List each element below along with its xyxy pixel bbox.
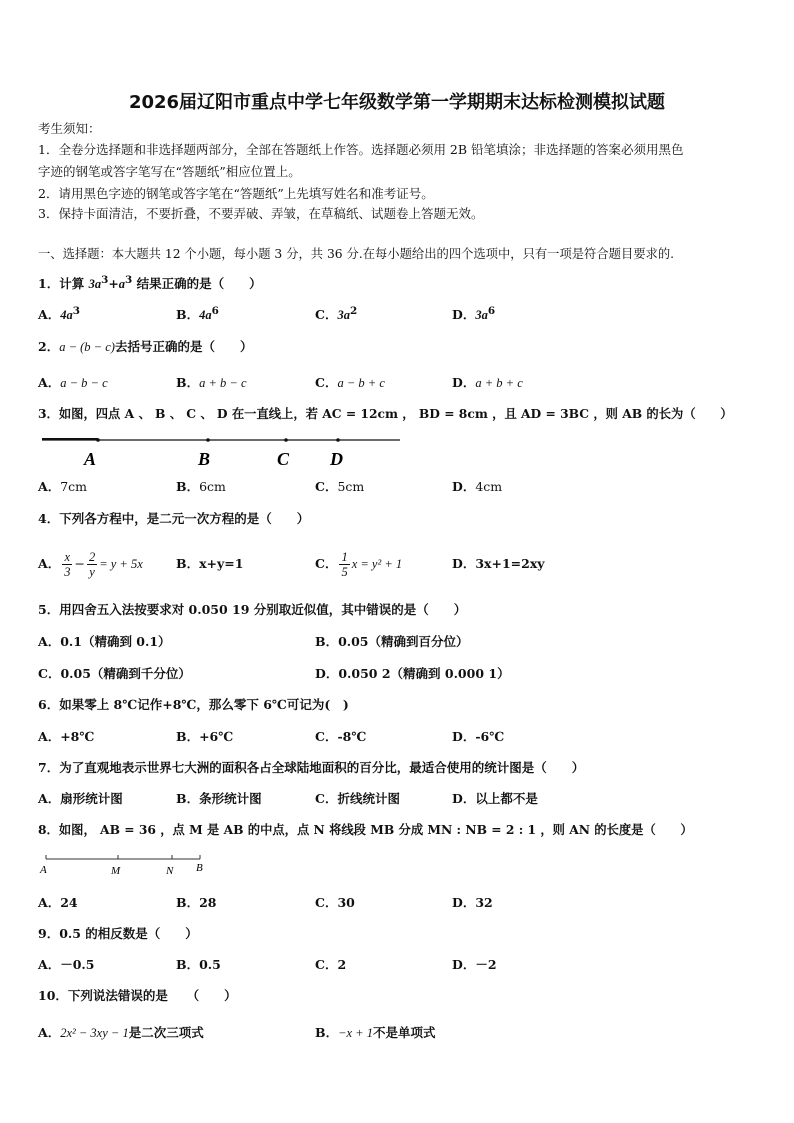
q10-option-a[interactable] [38,1025,204,1041]
option-label: A． [38,556,61,571]
option-value: 7cm [60,479,88,494]
q3-point-a [96,438,100,442]
q8-option-a[interactable]: A．24 [38,895,78,910]
option-label: B． [176,375,200,390]
option-coef: 4a [60,308,73,323]
option-label: B． [176,479,200,494]
q7-option-c[interactable]: C．折线统计图 [315,791,400,806]
q5-option-c[interactable]: C．0.05（精确到千分位） [38,666,191,681]
q7-option-a[interactable]: A．扇形统计图 [38,791,123,806]
minus-sign: − [74,556,85,571]
q7-option-b[interactable]: B．条形统计图 [176,791,262,806]
q8-label-n: N [166,865,174,877]
notice-line-1: 1．全卷分选择题和非选择题两部分，全部在答题纸上作答。选择题必须用 2B 铅笔填涂；非选择题的答案必须用黑色 [38,142,684,157]
q8-option-c[interactable]: C．30 [315,895,355,910]
option-exp: 6 [487,305,496,317]
option-text: 是二次三项式 [128,1025,204,1040]
notice-line-2: 字迹的钢笔或答字笔写在“答题纸”相应位置上。 [38,164,301,179]
q3-point-b [206,438,210,442]
option-label: B． [176,307,200,323]
q1-exp-b: 3 [125,274,133,286]
option-label: A． [38,1025,61,1040]
question-8: 8．如图， AB = 36 ，点 M 是 AB 的中点，点 N 将线段 MB 分成 MN : NB = 2 : 1 ，则 AN 的长度是（ ） [38,822,693,837]
option-exp: 6 [211,305,219,317]
q3-label-a: A [84,449,97,469]
q1-option-d[interactable] [452,303,495,323]
q9-option-a[interactable]: A．－0.5 [38,957,95,972]
q2-option-a[interactable] [38,375,108,391]
numerator: 2 [88,550,96,564]
option-coef: 4a [199,308,212,323]
equation-rest: = y + 5x [99,557,143,571]
q8-label-m: M [111,865,121,877]
option-label: C． [315,307,338,323]
q4-frac-2 [87,550,97,579]
option-label: C． [315,375,338,390]
q1-exp: 3 [101,274,109,286]
question-6: 6．如果零上 8℃记作+8℃，那么零下 6℃可记为( ) [38,697,349,712]
q1-stem-post: 结果正确的是（ ） [132,276,262,292]
option-exp: 3 [72,305,80,317]
q5-option-a[interactable]: A．0.1（精确到 0.1） [38,634,171,649]
q1-option-c[interactable] [315,303,357,323]
equation-rest: x = y² + 1 [351,557,403,571]
q3-option-d[interactable] [452,479,502,495]
q6-option-d[interactable]: D．-6℃ [452,729,505,744]
q9-option-d[interactable]: D．－2 [452,957,497,972]
denominator: y [89,565,95,579]
option-coef: 3a [337,308,350,323]
q6-option-b[interactable]: B．+6℃ [176,729,234,744]
q3-label-d: D [330,449,343,469]
denominator: 3 [64,565,71,579]
q3-line-diagram [38,432,408,470]
option-label: C． [315,556,338,571]
option-label: C． [315,479,338,494]
section-heading: 一、选择题：本大题共 12 个小题，每小题 3 分，共 36 分.在每小题给出的四个选项中，只有一项是符合题目要求的. [38,247,675,261]
q2-number: 2． [38,339,60,354]
option-label: D． [452,307,476,323]
q4-frac-c [339,550,349,579]
q4-option-b[interactable]: B．x+y=1 [176,556,244,571]
q9-option-c[interactable]: C．2 [315,957,347,972]
option-label: D． [452,479,476,494]
q4-option-c[interactable] [315,544,402,584]
q3-label-b: B [198,449,211,469]
option-label: A． [38,479,61,494]
q4-frac-1 [62,550,72,579]
q2-stem: 去括号正确的是（ ） [114,339,253,354]
q10-option-b[interactable] [315,1025,436,1041]
q1-stem-pre: 1．计算 [38,276,89,292]
option-value: 6cm [199,479,226,494]
question-2 [38,339,252,355]
question-10: 10．下列说法错误的是 （ ） [38,988,237,1003]
option-label: A． [38,307,61,323]
q2-option-c[interactable] [315,375,385,391]
q1-option-b[interactable] [176,303,219,323]
notice-line-3: 2．请用黑色字迹的钢笔或答字笔在“答题纸”上先填写姓名和准考证号。 [38,186,434,201]
q9-option-b[interactable]: B．0.5 [176,957,221,972]
option-label: D． [452,375,476,390]
q3-option-c[interactable] [315,479,364,495]
option-value: a − b + c [337,376,385,390]
question-9: 9．0.5 的相反数是（ ） [38,926,198,941]
notice-heading: 考生须知： [38,121,101,136]
numerator: x [62,550,72,565]
page-title: 2026届辽阳市重点中学七年级数学第一学期期末达标检测模拟试题 [128,92,666,113]
q8-option-d[interactable]: D．32 [452,895,493,910]
question-4: 4．下列各方程中，是二元一次方程的是（ ） [38,511,310,526]
question-3: 3．如图，四点 A 、 B 、 C 、 D 在一直线上，若 AC = 12cm ， BD = 8cm ，且 AD = 3BC ，则 AB 的长为（ ） [38,406,733,421]
q4-option-d[interactable]: D．3x+1=2xy [452,556,545,571]
q6-option-a[interactable]: A．+8℃ [38,729,95,744]
q5-option-d[interactable]: D．0.050 2（精确到 0.000 1） [315,666,510,681]
q3-option-a[interactable] [38,479,87,495]
q3-label-c: C [277,449,290,469]
question-1 [38,272,262,292]
numerator: 1 [341,550,348,564]
q5-option-b[interactable]: B．0.05（精确到百分位） [315,634,469,649]
option-exp: 2 [349,305,358,317]
option-text: 不是单项式 [373,1025,436,1040]
option-expression: −x + 1 [338,1026,373,1040]
q8-line-diagram [38,850,218,880]
q3-option-b[interactable] [176,479,226,495]
q8-label-a: A [40,864,47,876]
q3-point-c [284,438,288,442]
question-5: 5．用四舍五入法按要求对 0.050 19 分别取近似值，其中错误的是（ ） [38,602,467,617]
q2-option-d[interactable] [452,375,523,391]
option-label: A． [38,375,61,390]
option-coef: 3a [475,308,488,323]
option-expression: 2x² − 3xy − 1 [60,1026,129,1040]
question-7: 7．为了直观地表示世界七大洲的面积各占全球陆地面积的百分比，最适合使用的统计图是（ ） [38,760,585,775]
notice-line-4: 3．保持卡面清洁，不要折叠，不要弄破、弄皱，在草稿纸、试题卷上答题无效。 [38,206,484,221]
q1-term-a: 3a [88,277,102,292]
option-value: a − b − c [60,376,108,390]
denominator: 5 [341,565,348,579]
q2-option-b[interactable] [176,375,247,391]
q4-option-a[interactable] [38,544,143,584]
q6-option-c[interactable]: C．-8℃ [315,729,367,744]
q8-option-b[interactable]: B．28 [176,895,217,910]
q3-point-d [336,438,340,442]
q1-option-a[interactable] [38,303,80,323]
option-label: B． [315,1025,339,1040]
option-value: a + b + c [475,376,523,390]
q1-plus: + [108,276,119,292]
q8-label-b: B [196,862,203,874]
q1-term-b: a [118,277,126,292]
q7-option-d[interactable]: D．以上都不是 [452,791,538,806]
option-value: 5cm [337,479,365,494]
option-value: 4cm [475,479,503,494]
q2-expression: a − (b − c) [59,340,115,354]
option-value: a + b − c [199,376,247,390]
